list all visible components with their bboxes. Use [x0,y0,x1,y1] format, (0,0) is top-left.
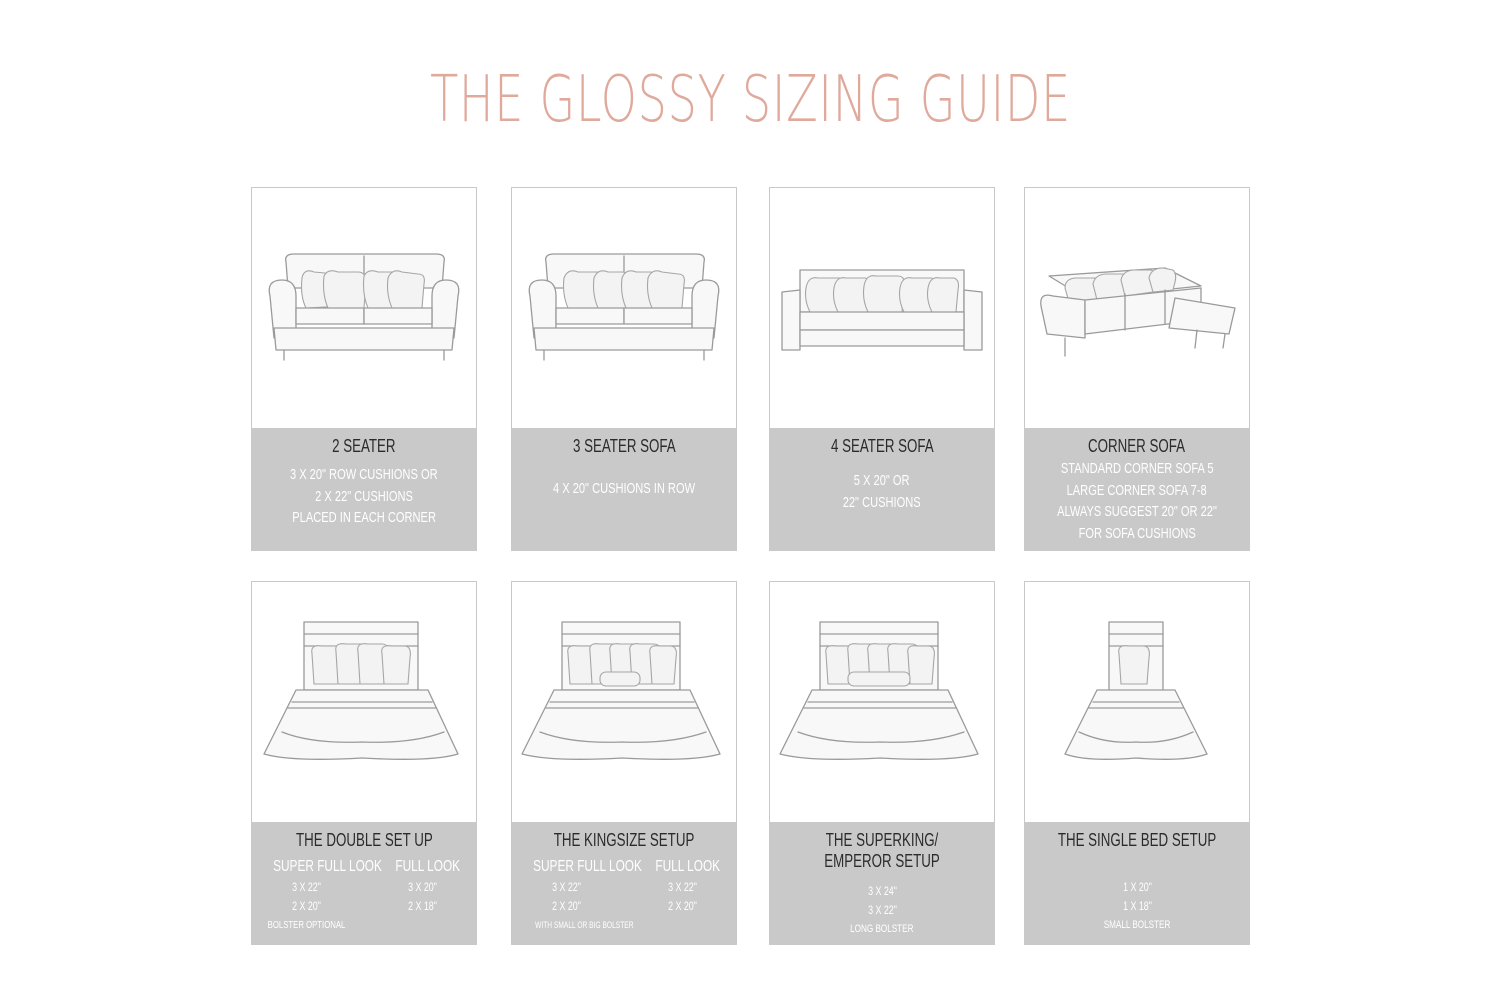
column-heading: SUPER FULL LOOK [273,858,382,875]
spec-line: 2 X 20" [667,899,697,913]
info-panel [770,822,994,944]
kingsize-bed-icon [512,582,736,822]
card-single-bed-setup [1024,581,1250,945]
card-title: THE SUPERKING/ [825,830,939,850]
info-panel [1025,822,1249,944]
info-panel [252,822,476,944]
card-title: 3 SEATER SOFA [572,436,676,456]
spec-note: LONG BOLSTER [850,923,914,935]
spec-line: 3 X 20" ROW CUSHIONS OR [290,466,438,483]
spec-line: 22" CUSHIONS [843,493,921,511]
card-title: THE SINGLE BED SETUP [1057,830,1217,850]
spec-line: 3 X 24" [867,884,897,898]
card-title: 2 SEATER [332,436,396,456]
info-panel [252,428,476,550]
spec-note: SMALL BOLSTER [1103,919,1171,931]
page-title: THE GLOSSY SIZING GUIDE [430,63,1071,137]
super-full-look-column [514,856,642,935]
spec-line: 1 X 20" [1122,880,1152,894]
double-bed-icon [252,582,476,822]
spec-line: 3 X 22" [867,903,897,917]
spec-line: 3 X 20" [407,880,437,894]
spec-line: 2 X 20" [551,899,581,913]
card-title: THE DOUBLE SET UP [295,830,433,850]
card-title: THE KINGSIZE SETUP [553,830,695,850]
card-title: EMPEROR SETUP [824,851,940,871]
spec-line: 5 X 20" OR [854,472,910,489]
spec-line: STANDARD CORNER SOFA 5 [1060,460,1214,477]
spec-line: 2 X 18" [407,899,437,913]
superking-bed-icon [770,582,994,822]
info-panel [512,428,736,550]
card-title: 4 SEATER SOFA [830,436,934,456]
spec-line: 2 X 22" CUSHIONS [315,487,413,505]
spec-line: LARGE CORNER SOFA 7-8 [1066,481,1208,499]
super-full-look-column [254,856,382,935]
spec-line: 4 X 20" CUSHIONS IN ROW [552,480,696,497]
info-panel [512,822,736,944]
spec-line: 3 X 22" [291,880,321,894]
info-panel [770,428,994,550]
info-panel [1025,428,1249,550]
spec-line: 3 X 22" [551,880,581,894]
column-heading: SUPER FULL LOOK [533,858,642,875]
spec-note: BOLSTER OPTIONAL [267,919,346,931]
column-heading: FULL LOOK [655,858,721,875]
spec-line: 2 X 20" [291,899,321,913]
card-2-seater [251,187,477,551]
spec-line: ALWAYS SUGGEST 20" OR 22" [1057,503,1217,520]
column-heading: FULL LOOK [395,858,461,875]
card-double-set-up [251,581,477,945]
two-seater-sofa-icon [252,188,476,428]
single-bed-icon [1025,582,1249,822]
card-4-seater-sofa [769,187,995,551]
three-seater-sofa-icon [512,188,736,428]
card-3-seater-sofa [511,187,737,551]
card-kingsize-setup [511,581,737,945]
full-look-column [384,856,460,916]
card-title: CORNER SOFA [1088,436,1186,456]
corner-sofa-icon [1025,188,1249,428]
spec-line: PLACED IN EACH CORNER [292,509,436,526]
spec-note: WITH SMALL OR BIG BOLSTER [535,920,634,931]
four-seater-sofa-icon [770,188,994,428]
card-superking-emperor-setup [769,581,995,945]
full-look-column [644,856,720,916]
card-corner-sofa [1024,187,1250,551]
spec-line: 3 X 22" [667,880,697,894]
spec-line: FOR SOFA CUSHIONS [1078,524,1196,542]
spec-line: 1 X 18" [1122,899,1152,913]
